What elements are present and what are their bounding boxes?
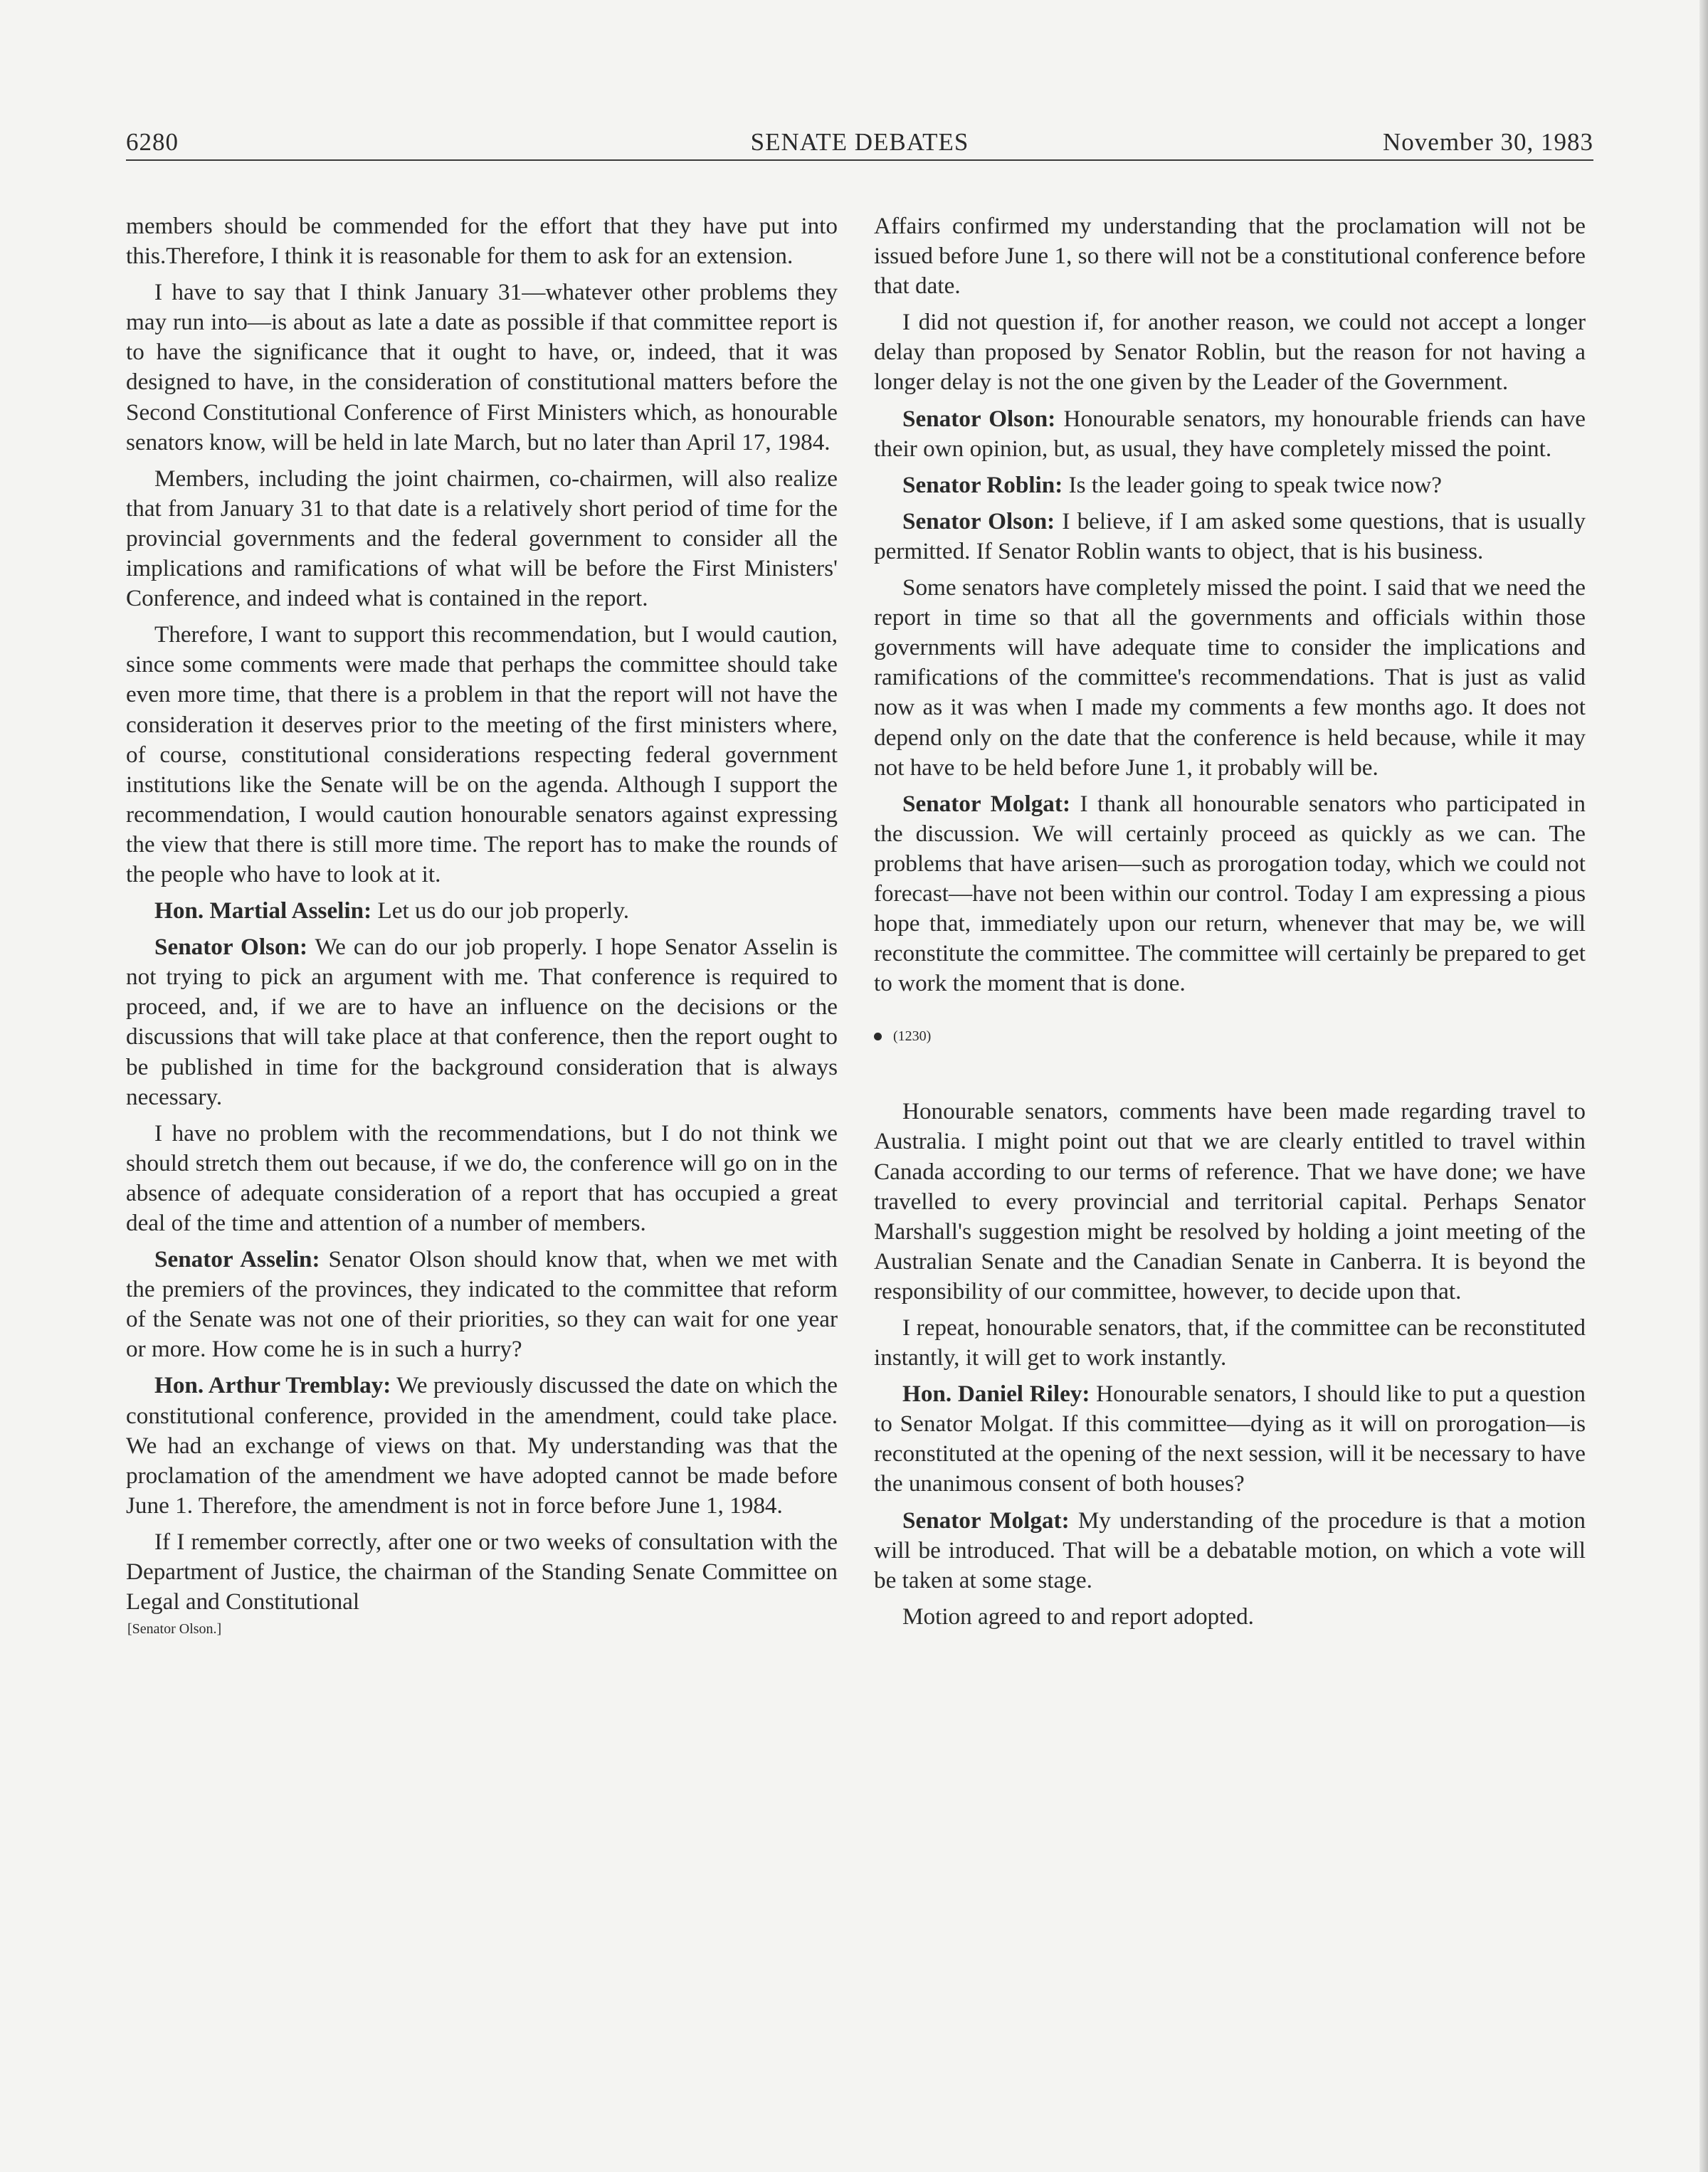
- speech-text: Honourable senators, my honourable friends can have their own opinion, but, as usual, they have completely missed the point.: [874, 405, 1586, 462]
- speech-olson: [874, 507, 1586, 566]
- right-column: [874, 211, 1586, 1638]
- paragraph: Motion agreed to and report adopted.: [902, 1603, 1254, 1630]
- header-date: November 30, 1983: [1383, 128, 1593, 156]
- speaker-name: Hon. Daniel Riley:: [902, 1381, 1090, 1408]
- paragraph: Honourable senators, comments have been made regarding travel to Australia. I might point out that we are clearly entitled to travel within Canada according to our terms of reference. That we have done; we have travelled to every provincial and territorial capital. Perhaps Senator Marshall's suggestion might be resolved by holding a joint meeting of the Australian Senate and the Canadian Senate in Canberra. It is beyond the responsibility of our committee, however, to decide upon that.: [874, 1098, 1586, 1304]
- speaker-name: Senator Olson:: [902, 507, 1055, 534]
- paragraph: Members, including the joint chairmen, co-chairmen, will also realize that from January 31 to that date is a relatively short period of time for the provincial governments and the federal government to consider all the implications and ramifications of what will be before the First Ministers' Conference, and indeed what is contained in the report.: [126, 465, 838, 612]
- speaker-name: Senator Molgat:: [902, 1507, 1070, 1534]
- paragraph: Affairs confirmed my understanding that the proclamation will not be issued before June 1, so there will not be a constitutional conference before that date.: [874, 213, 1586, 300]
- left-column: [126, 211, 838, 1638]
- speaker-name: Senator Olson:: [902, 405, 1056, 432]
- speaker-name: Senator Molgat:: [902, 790, 1070, 817]
- paragraph: I repeat, honourable senators, that, if the committee can be reconstituted instantly, it will get to work instantly.: [874, 1314, 1586, 1371]
- speech-text: Is the leader going to speak twice now?: [1063, 471, 1442, 498]
- speech-text: Honourable senators, I should like to put a question to Senator Molgat. If this committee—dying as it will on prorogation—is reconstituted at the opening of the next session, will it be necessary to have the unanimous consent of both houses?: [874, 1381, 1586, 1497]
- bullet-icon: [874, 1033, 882, 1040]
- page-number: 6280: [126, 128, 179, 156]
- speech-text: We previously discussed the date on which the constitutional conference, provided in the amendment, could take place. We had an exchange of views on that. My understanding was that the proclamation of the amendment we have adopted cannot be made before June 1. Therefore, the amendment is not in force before June 1, 1984.: [126, 1372, 838, 1519]
- speech-roblin: [874, 470, 1586, 500]
- speech-text: Let us do our job properly.: [371, 897, 630, 924]
- speaker-footnote: [Senator Olson.]: [127, 1621, 222, 1638]
- paragraph: I have to say that I think January 31—whatever other problems they may run into—is about as late a date as possible if that committee report is to have the significance that it ought to have, or, indeed, that it was designed to have, in the consideration of constitutional matters before the Second Constitutional Conference of First Ministers which, as honourable senators know, will be held in late March, but no later than April 17, 1984.: [126, 279, 838, 455]
- header-rule: [126, 159, 1593, 161]
- paragraph: I did not question if, for another reason, we could not accept a longer delay than proposed by Senator Roblin, but the reason for not having a longer delay is not the one given by the Leader of the Government.: [874, 309, 1586, 396]
- speaker-name: Senator Roblin:: [902, 471, 1063, 498]
- speaker-name: Senator Olson:: [154, 934, 308, 961]
- speech-text: I thank all honourable senators who participated in the discussion. We will certainly proceed as quickly as we can. The problems that have arisen—such as prorogation today, which we could not forecast—have not been within our control. Today I am expressing a pious hope that, immediately upon our return, whenever that may be, we will reconstitute the committee. The committee will certainly be prepared to get to work the moment that is done.: [874, 790, 1586, 997]
- speech-olson: [874, 404, 1586, 464]
- speech-asselin: [126, 896, 838, 926]
- speech-olson: [126, 932, 838, 1112]
- paragraph: Some senators have completely missed the point. I said that we need the report in time so that all the governments and officials within those governments will have adequate time to consider the implications and ramifications of the committee's recommendations. That is just as valid now as it was when I made my comments a few months ago. It does not depend only on the date that the conference is held because, while it may not have to be held before June 1, it probably will be.: [874, 574, 1586, 781]
- speech-text: I believe, if I am asked some questions, that is usually permitted. If Senator Roblin wants to object, that is his business.: [874, 507, 1586, 564]
- speech-asselin: [126, 1245, 838, 1364]
- publication-title: SENATE DEBATES: [750, 128, 969, 156]
- speech-molgat: [874, 789, 1586, 999]
- speaker-name: Senator Asselin:: [154, 1246, 320, 1273]
- speaker-name: Hon. Martial Asselin:: [154, 897, 372, 924]
- page-header: [126, 122, 1593, 159]
- paragraph: members should be commended for the effort that they have put into this.Therefore, I think it is reasonable for them to ask for an extension.: [126, 213, 838, 270]
- speech-molgat: [874, 1506, 1586, 1596]
- page-edge-shadow: [1699, 0, 1708, 2172]
- speech-riley: [874, 1379, 1586, 1499]
- paragraph: Therefore, I want to support this recommendation, but I would caution, since some comments were made that perhaps the committee should take even more time, that there is a problem in that the report will not have the consideration it deserves prior to the meeting of the first ministers where, of course, constitutional considerations respecting federal government institutions like the Senate will be on the agenda. Although I support the recommendation, I would caution honourable senators against expressing the view that there is still more time. The report has to make the rounds of the people who have to look at it.: [126, 621, 838, 887]
- paragraph: If I remember correctly, after one or two weeks of consultation with the Department of Justice, the chairman of the Standing Senate Committee on Legal and Constitutional: [126, 1528, 838, 1615]
- time-marker-label: (1230): [893, 1028, 932, 1045]
- paragraph: I have no problem with the recommendations, but I do not think we should stretch them out because, if we do, the conference will go on in the absence of adequate consideration of a report that has occupied a great deal of the time and attention of a number of members.: [126, 1119, 838, 1236]
- speech-text: We can do our job properly. I hope Senator Asselin is not trying to pick an argument with me. That conference is required to proceed, and, if we are to have an influence on the decisions or the discussions that will take place at that conference, then the report ought to be published in time for the background consideration that is always necessary.: [126, 934, 838, 1110]
- speech-text: Senator Olson should know that, when we met with the premiers of the provinces, they indicated to the committee that reform of the Senate was not one of their priorities, so they can wait for one year or more. How come he is in such a hurry?: [126, 1246, 838, 1363]
- speech-tremblay: [126, 1371, 838, 1520]
- speech-text: My understanding of the procedure is that a motion will be introduced. That will be a debatable motion, on which a vote will be taken at some stage.: [874, 1507, 1586, 1593]
- speaker-name: Hon. Arthur Tremblay:: [154, 1372, 391, 1399]
- time-marker: [874, 1027, 1586, 1045]
